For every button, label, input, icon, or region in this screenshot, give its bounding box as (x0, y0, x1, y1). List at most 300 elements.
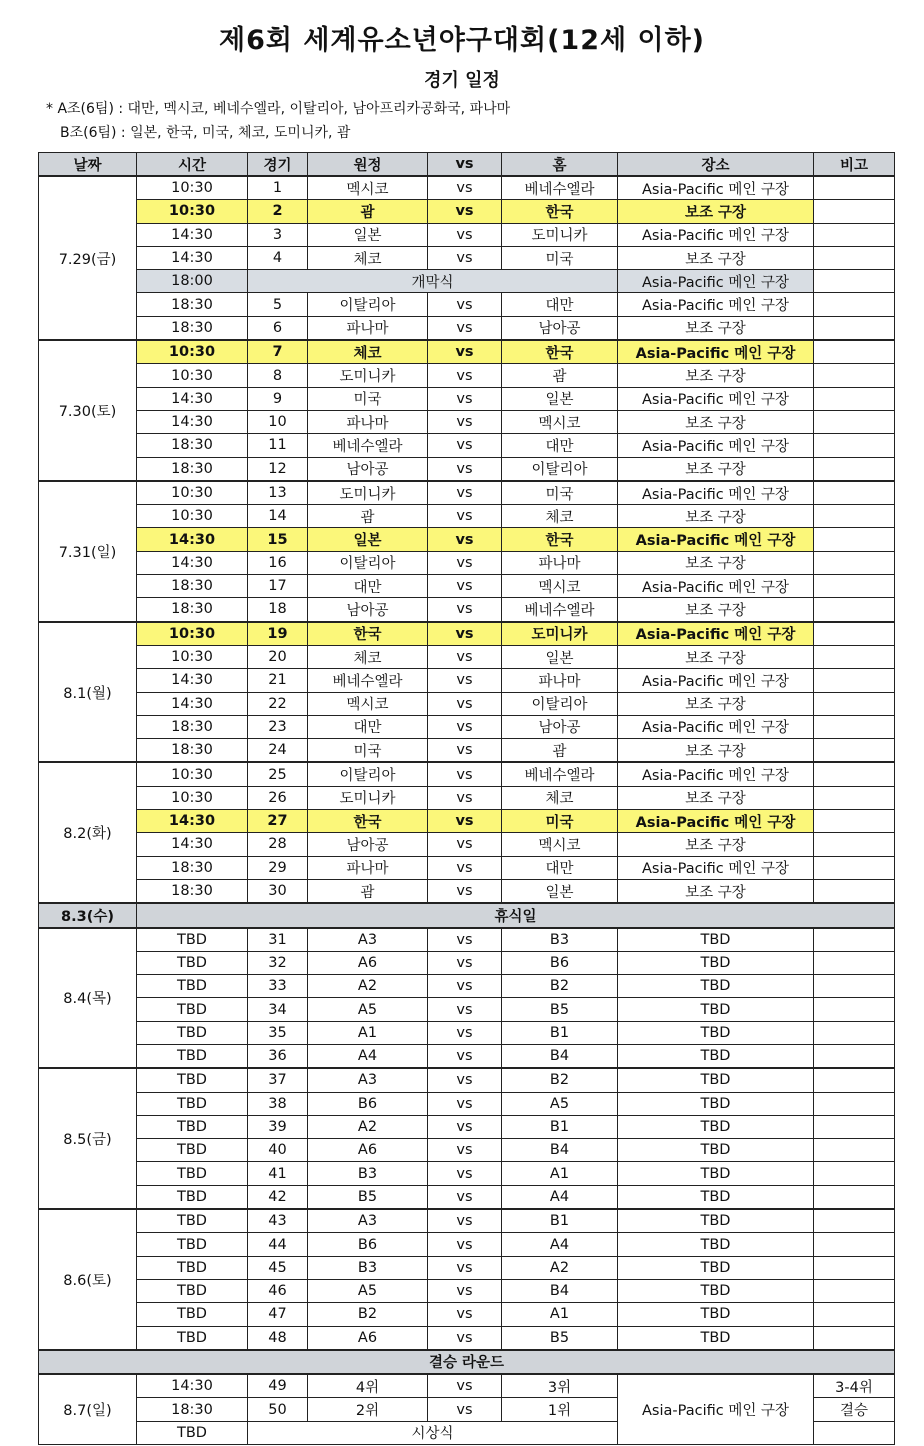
home-team-cell: 미국 (502, 481, 618, 505)
away-team-cell: 베네수엘라 (308, 434, 428, 457)
table-row (39, 176, 895, 200)
venue-cell: 보조 구장 (618, 200, 814, 223)
venue-cell: Asia-Pacific 메인 구장 (618, 223, 814, 246)
table-row (39, 387, 895, 410)
time-cell: 14:30 (137, 692, 248, 715)
table-row (39, 575, 895, 598)
venue-cell: Asia-Pacific 메인 구장 (618, 340, 814, 364)
note-cell (814, 1021, 895, 1044)
rest-day-row (39, 903, 895, 927)
home-team-cell: 이탈리아 (502, 692, 618, 715)
venue-cell: TBD (618, 1092, 814, 1115)
away-team-cell: 괌 (308, 200, 428, 223)
venue-cell: Asia-Pacific 메인 구장 (618, 715, 814, 738)
time-cell: 18:30 (137, 879, 248, 903)
vs-cell: vs (428, 1021, 502, 1044)
home-team-cell: B2 (502, 1068, 618, 1092)
time-cell: 18:30 (137, 457, 248, 481)
venue-cell: 보조 구장 (618, 645, 814, 668)
date-cell: 8.5(금) (39, 1068, 137, 1209)
note-cell (814, 434, 895, 457)
game-cell: 31 (248, 928, 308, 952)
venue-cell: Asia-Pacific 메인 구장 (618, 856, 814, 879)
time-cell: 10:30 (137, 176, 248, 200)
away-team-cell: 남아공 (308, 457, 428, 481)
home-team-cell: 체코 (502, 505, 618, 528)
table-row (39, 622, 895, 646)
time-cell: 10:30 (137, 200, 248, 223)
date-cell: 8.7(일) (39, 1374, 137, 1444)
time-cell: 18:00 (137, 270, 248, 293)
time-cell: 14:30 (137, 528, 248, 551)
note-cell: 결승 (814, 1398, 895, 1421)
table-row (39, 410, 895, 433)
time-cell: TBD (137, 928, 248, 952)
time-cell: TBD (137, 1044, 248, 1068)
table-row (39, 200, 895, 223)
vs-cell: vs (428, 622, 502, 646)
note-cell (814, 1326, 895, 1350)
note-cell (814, 575, 895, 598)
date-cell: 7.29(금) (39, 176, 137, 340)
home-team-cell: 도미니카 (502, 223, 618, 246)
away-team-cell: A2 (308, 1115, 428, 1138)
page-title: 제6회 세계유소년야구대회(12세 이하) (219, 25, 705, 56)
away-team-cell: B2 (308, 1303, 428, 1326)
game-cell: 47 (248, 1303, 308, 1326)
time-cell: TBD (137, 1303, 248, 1326)
home-team-cell: 체코 (502, 786, 618, 809)
away-team-cell: 체코 (308, 645, 428, 668)
time-cell: 18:30 (137, 1398, 248, 1421)
game-cell: 8 (248, 364, 308, 387)
vs-cell: vs (428, 528, 502, 551)
note-cell (814, 528, 895, 551)
game-cell: 23 (248, 715, 308, 738)
table-row (39, 1115, 895, 1138)
table-row (39, 293, 895, 316)
game-cell: 17 (248, 575, 308, 598)
note-cell (814, 200, 895, 223)
note-cell (814, 387, 895, 410)
home-team-cell: A5 (502, 1092, 618, 1115)
away-team-cell: 파나마 (308, 856, 428, 879)
venue-cell: Asia-Pacific 메인 구장 (618, 387, 814, 410)
table-row (39, 786, 895, 809)
venue-cell: 보조 구장 (618, 457, 814, 481)
home-team-cell: 멕시코 (502, 410, 618, 433)
away-team-cell: 도미니카 (308, 481, 428, 505)
vs-cell: vs (428, 1398, 502, 1421)
table-row (39, 645, 895, 668)
venue-cell: 보조 구장 (618, 246, 814, 269)
date-cell: 7.30(토) (39, 340, 137, 481)
time-cell: TBD (137, 1185, 248, 1209)
note-cell (814, 669, 895, 692)
vs-cell: vs (428, 715, 502, 738)
game-cell: 15 (248, 528, 308, 551)
home-team-cell: A1 (502, 1162, 618, 1185)
page-subtitle: 경기 일정 (424, 70, 500, 91)
home-team-cell: 한국 (502, 200, 618, 223)
home-team-cell: A1 (502, 1303, 618, 1326)
game-cell: 26 (248, 786, 308, 809)
game-cell: 20 (248, 645, 308, 668)
vs-cell: vs (428, 293, 502, 316)
away-team-cell: A2 (308, 975, 428, 998)
vs-cell: vs (428, 1185, 502, 1209)
table-row (39, 246, 895, 269)
vs-cell: vs (428, 1233, 502, 1256)
venue-cell: Asia-Pacific 메인 구장 (618, 176, 814, 200)
away-team-cell: A3 (308, 1068, 428, 1092)
venue-cell: TBD (618, 1279, 814, 1302)
note-cell (814, 975, 895, 998)
vs-cell: vs (428, 1256, 502, 1279)
table-row (39, 879, 895, 903)
away-team-cell: A6 (308, 951, 428, 974)
note-cell (814, 810, 895, 833)
vs-cell: vs (428, 692, 502, 715)
time-cell: TBD (137, 975, 248, 998)
home-team-cell: 미국 (502, 810, 618, 833)
home-team-cell: A4 (502, 1185, 618, 1209)
table-row (39, 364, 895, 387)
game-cell: 36 (248, 1044, 308, 1068)
vs-cell: vs (428, 1139, 502, 1162)
away-team-cell: 2위 (308, 1398, 428, 1421)
col-date: 날짜 (39, 153, 137, 177)
vs-cell: vs (428, 928, 502, 952)
table-row (39, 505, 895, 528)
vs-cell: vs (428, 951, 502, 974)
venue-cell: TBD (618, 998, 814, 1021)
game-cell: 4 (248, 246, 308, 269)
table-row (39, 1068, 895, 1092)
vs-cell: vs (428, 316, 502, 340)
note-cell (814, 622, 895, 646)
home-team-cell: 미국 (502, 246, 618, 269)
vs-cell: vs (428, 176, 502, 200)
vs-cell: vs (428, 1162, 502, 1185)
venue-cell: TBD (618, 1139, 814, 1162)
venue-cell: TBD (618, 1209, 814, 1233)
vs-cell: vs (428, 645, 502, 668)
away-team-cell: 대만 (308, 715, 428, 738)
col-away: 원정 (308, 153, 428, 177)
venue-cell: TBD (618, 1044, 814, 1068)
venue-cell: 보조 구장 (618, 598, 814, 622)
note-cell (814, 316, 895, 340)
away-team-cell: 일본 (308, 223, 428, 246)
vs-cell: vs (428, 810, 502, 833)
game-cell: 33 (248, 975, 308, 998)
table-row (39, 1092, 895, 1115)
home-team-cell: A2 (502, 1256, 618, 1279)
time-cell: TBD (137, 1162, 248, 1185)
note-cell (814, 1256, 895, 1279)
venue-cell: 보조 구장 (618, 833, 814, 856)
game-cell: 12 (248, 457, 308, 481)
away-team-cell: A6 (308, 1326, 428, 1350)
vs-cell: vs (428, 1068, 502, 1092)
venue-cell: 보조 구장 (618, 786, 814, 809)
table-row (39, 1162, 895, 1185)
venue-cell: TBD (618, 1162, 814, 1185)
vs-cell: vs (428, 481, 502, 505)
vs-cell: vs (428, 739, 502, 763)
time-cell: 18:30 (137, 598, 248, 622)
note-cell (814, 1303, 895, 1326)
away-team-cell: A3 (308, 1209, 428, 1233)
table-row (39, 951, 895, 974)
home-team-cell: B1 (502, 1209, 618, 1233)
away-team-cell: 파나마 (308, 316, 428, 340)
home-team-cell: B5 (502, 998, 618, 1021)
game-cell: 29 (248, 856, 308, 879)
note-cell (814, 505, 895, 528)
venue-cell: TBD (618, 1185, 814, 1209)
table-row (39, 1279, 895, 1302)
note-cell: 3-4위 (814, 1374, 895, 1398)
table-row (39, 856, 895, 879)
venue-cell: Asia-Pacific 메인 구장 (618, 434, 814, 457)
time-cell: TBD (137, 1115, 248, 1138)
time-cell: 18:30 (137, 575, 248, 598)
time-cell: 14:30 (137, 833, 248, 856)
table-row (39, 1256, 895, 1279)
venue-cell: Asia-Pacific 메인 구장 (618, 528, 814, 551)
time-cell: 18:30 (137, 316, 248, 340)
col-note: 비고 (814, 153, 895, 177)
time-cell: 18:30 (137, 715, 248, 738)
game-cell: 35 (248, 1021, 308, 1044)
away-team-cell: A1 (308, 1021, 428, 1044)
vs-cell: vs (428, 1326, 502, 1350)
note-cell (814, 998, 895, 1021)
game-cell: 21 (248, 669, 308, 692)
rest-day-label: 휴식일 (137, 903, 895, 927)
game-cell: 34 (248, 998, 308, 1021)
vs-cell: vs (428, 246, 502, 269)
game-cell: 49 (248, 1374, 308, 1398)
venue-cell: 보조 구장 (618, 739, 814, 763)
vs-cell: vs (428, 1303, 502, 1326)
venue-cell: Asia-Pacific 메인 구장 (618, 481, 814, 505)
time-cell: 10:30 (137, 340, 248, 364)
away-team-cell: A3 (308, 928, 428, 952)
game-cell: 24 (248, 739, 308, 763)
venue-cell: 보조 구장 (618, 551, 814, 574)
note-cell (814, 176, 895, 200)
away-team-cell: A5 (308, 998, 428, 1021)
time-cell: 10:30 (137, 762, 248, 786)
home-team-cell: 대만 (502, 434, 618, 457)
vs-cell: vs (428, 364, 502, 387)
note-cell (814, 928, 895, 952)
date-cell: 7.31(일) (39, 481, 137, 622)
vs-cell: vs (428, 879, 502, 903)
home-team-cell: B4 (502, 1139, 618, 1162)
away-team-cell: 괌 (308, 879, 428, 903)
table-row (39, 715, 895, 738)
home-team-cell: 남아공 (502, 715, 618, 738)
away-team-cell: 체코 (308, 340, 428, 364)
venue-cell: Asia-Pacific 메인 구장 (618, 575, 814, 598)
note-cell (814, 692, 895, 715)
note-cell (814, 598, 895, 622)
game-cell: 50 (248, 1398, 308, 1421)
home-team-cell: 베네수엘라 (502, 598, 618, 622)
home-team-cell: B4 (502, 1279, 618, 1302)
away-team-cell: B6 (308, 1092, 428, 1115)
table-row (39, 669, 895, 692)
venue-cell: TBD (618, 975, 814, 998)
table-row (39, 692, 895, 715)
table-row (39, 739, 895, 763)
note-cell (814, 223, 895, 246)
venue-cell: 보조 구장 (618, 505, 814, 528)
note-cell (814, 270, 895, 293)
game-cell: 37 (248, 1068, 308, 1092)
table-row (39, 1374, 895, 1398)
time-cell: 10:30 (137, 364, 248, 387)
note-cell (814, 833, 895, 856)
game-cell: 48 (248, 1326, 308, 1350)
venue-cell: Asia-Pacific 메인 구장 (618, 622, 814, 646)
note-cell (814, 410, 895, 433)
note-cell (814, 293, 895, 316)
schedule-table (38, 152, 895, 1445)
note-cell (814, 1233, 895, 1256)
vs-cell: vs (428, 856, 502, 879)
game-cell: 5 (248, 293, 308, 316)
vs-cell: vs (428, 1092, 502, 1115)
time-cell: TBD (137, 998, 248, 1021)
venue-cell: Asia-Pacific 메인 구장 (618, 270, 814, 293)
game-cell: 45 (248, 1256, 308, 1279)
away-team-cell: A4 (308, 1044, 428, 1068)
venue-cell: Asia-Pacific 메인 구장 (618, 810, 814, 833)
venue-cell: Asia-Pacific 메인 구장 (618, 669, 814, 692)
away-team-cell: 체코 (308, 246, 428, 269)
table-row (39, 481, 895, 505)
away-team-cell: B6 (308, 1233, 428, 1256)
table-row (39, 1303, 895, 1326)
note-cell (814, 364, 895, 387)
time-cell: 14:30 (137, 669, 248, 692)
venue-cell: TBD (618, 1326, 814, 1350)
away-team-cell: 미국 (308, 739, 428, 763)
away-team-cell: 이탈리아 (308, 293, 428, 316)
table-row (39, 1326, 895, 1350)
vs-cell: vs (428, 223, 502, 246)
home-team-cell: 멕시코 (502, 575, 618, 598)
table-row (39, 928, 895, 952)
away-team-cell: 베네수엘라 (308, 669, 428, 692)
game-cell: 18 (248, 598, 308, 622)
game-cell: 9 (248, 387, 308, 410)
table-row (39, 1233, 895, 1256)
time-cell: TBD (137, 1279, 248, 1302)
table-row (39, 1021, 895, 1044)
home-team-cell: 대만 (502, 856, 618, 879)
home-team-cell: 베네수엘라 (502, 176, 618, 200)
venue-cell: TBD (618, 1303, 814, 1326)
vs-cell: vs (428, 1279, 502, 1302)
note-cell (814, 1139, 895, 1162)
group-a-line: * A조(6팀) : 대만, 멕시코, 베네수엘라, 이탈리아, 남아프리카공화국, 파나마 (46, 101, 511, 117)
venue-cell: 보조 구장 (618, 879, 814, 903)
home-team-cell: 괌 (502, 364, 618, 387)
away-team-cell: 괌 (308, 505, 428, 528)
game-cell: 46 (248, 1279, 308, 1302)
home-team-cell: 한국 (502, 340, 618, 364)
table-row (39, 551, 895, 574)
table-row (39, 434, 895, 457)
time-cell: 18:30 (137, 434, 248, 457)
vs-cell: vs (428, 669, 502, 692)
time-cell: TBD (137, 951, 248, 974)
away-team-cell: 이탈리아 (308, 762, 428, 786)
home-team-cell: 일본 (502, 387, 618, 410)
schedule-body (39, 176, 895, 1445)
date-cell: 8.4(목) (39, 928, 137, 1069)
vs-cell: vs (428, 200, 502, 223)
time-cell: 18:30 (137, 856, 248, 879)
vs-cell: vs (428, 434, 502, 457)
home-team-cell: 괌 (502, 739, 618, 763)
time-cell: TBD (137, 1421, 248, 1444)
note-cell (814, 551, 895, 574)
game-cell: 16 (248, 551, 308, 574)
away-team-cell: 파나마 (308, 410, 428, 433)
game-cell: 19 (248, 622, 308, 646)
venue-cell: TBD (618, 1256, 814, 1279)
vs-cell: vs (428, 998, 502, 1021)
time-cell: 14:30 (137, 223, 248, 246)
header-row (39, 153, 895, 177)
home-team-cell: 멕시코 (502, 833, 618, 856)
col-vs: vs (428, 153, 502, 177)
home-team-cell: 베네수엘라 (502, 762, 618, 786)
game-cell: 2 (248, 200, 308, 223)
time-cell: TBD (137, 1139, 248, 1162)
final-round-label: 결승 라운드 (39, 1350, 895, 1374)
game-cell: 44 (248, 1233, 308, 1256)
vs-cell: vs (428, 598, 502, 622)
venue-cell: Asia-Pacific 메인 구장 (618, 762, 814, 786)
note-cell (814, 457, 895, 481)
group-b-line: B조(6팀) : 일본, 한국, 미국, 체코, 도미니카, 괌 (60, 125, 351, 141)
note-cell (814, 1162, 895, 1185)
final-round-row (39, 1350, 895, 1374)
game-cell: 27 (248, 810, 308, 833)
table-row (39, 270, 895, 293)
game-cell: 25 (248, 762, 308, 786)
away-team-cell: 한국 (308, 810, 428, 833)
time-cell: TBD (137, 1092, 248, 1115)
home-team-cell: 한국 (502, 528, 618, 551)
vs-cell: vs (428, 1209, 502, 1233)
time-cell: 14:30 (137, 1374, 248, 1398)
time-cell: 10:30 (137, 622, 248, 646)
note-cell (814, 739, 895, 763)
note-cell (814, 1209, 895, 1233)
game-cell: 38 (248, 1092, 308, 1115)
game-cell: 14 (248, 505, 308, 528)
vs-cell: vs (428, 551, 502, 574)
